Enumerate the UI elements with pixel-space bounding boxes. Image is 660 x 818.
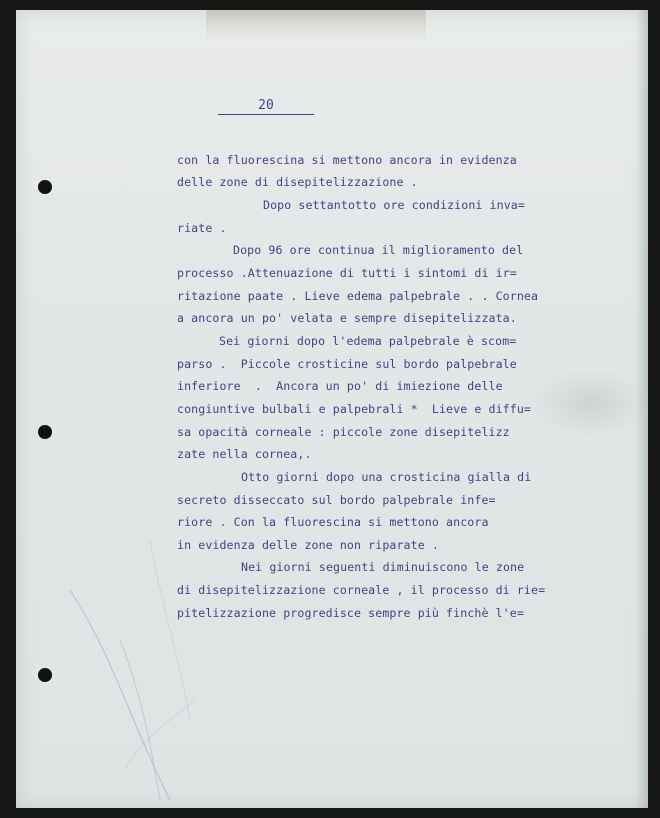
text-line: pitelizzazione progredisce sempre più finchè l'e= [177, 606, 524, 620]
text-line: congiuntive bulbali e palpebrali * Lieve e diffu= [177, 402, 532, 416]
text-line: Nei giorni seguenti diminuiscono le zone [241, 560, 525, 574]
text-line: Dopo settantotto ore condizioni inva= [263, 198, 525, 212]
text-line: delle zone di disepitelizzazione . [177, 175, 418, 189]
text-line: riate . [177, 221, 227, 235]
text-line: a ancora un po' velata e sempre disepitelizzata. [177, 311, 517, 325]
punch-hole-top [38, 180, 52, 194]
text-line: Otto giorni dopo una crosticina gialla di [241, 470, 532, 484]
page-number-text: 20 [258, 98, 274, 113]
paper-stain [531, 368, 651, 438]
text-line: parso . Piccole crosticine sul bordo palpebrale [177, 357, 517, 371]
punch-hole-middle [38, 425, 52, 439]
page-number [218, 98, 314, 115]
text-line: sa opacità corneale : piccole zone disepitelizz [177, 425, 510, 439]
text-line: riore . Con la fluorescina si mettono ancora [177, 515, 489, 529]
text-line: in evidenza delle zone non riparate . [177, 538, 439, 552]
text-line: Dopo 96 ore continua il miglioramento del [233, 243, 524, 257]
text-line: di disepitelizzazione corneale , il processo di rie= [177, 583, 546, 597]
text-line: ritazione paate . Lieve edema palpebrale . . Cornea [177, 289, 539, 303]
text-line: inferiore . Ancora un po' di imiezione delle [177, 379, 503, 393]
paper-top-edge [206, 10, 426, 40]
text-line: secreto disseccato sul bordo palpebrale infe= [177, 493, 496, 507]
text-line: con la fluorescina si mettono ancora in evidenza [177, 153, 517, 167]
punch-hole-bottom [38, 668, 52, 682]
text-line: processo .Attenuazione di tutti i sintomi di ir= [177, 266, 517, 280]
text-line: zate nella cornea,. [177, 447, 312, 461]
text-line: Sei giorni dopo l'edema palpebrale è scom= [219, 334, 517, 348]
